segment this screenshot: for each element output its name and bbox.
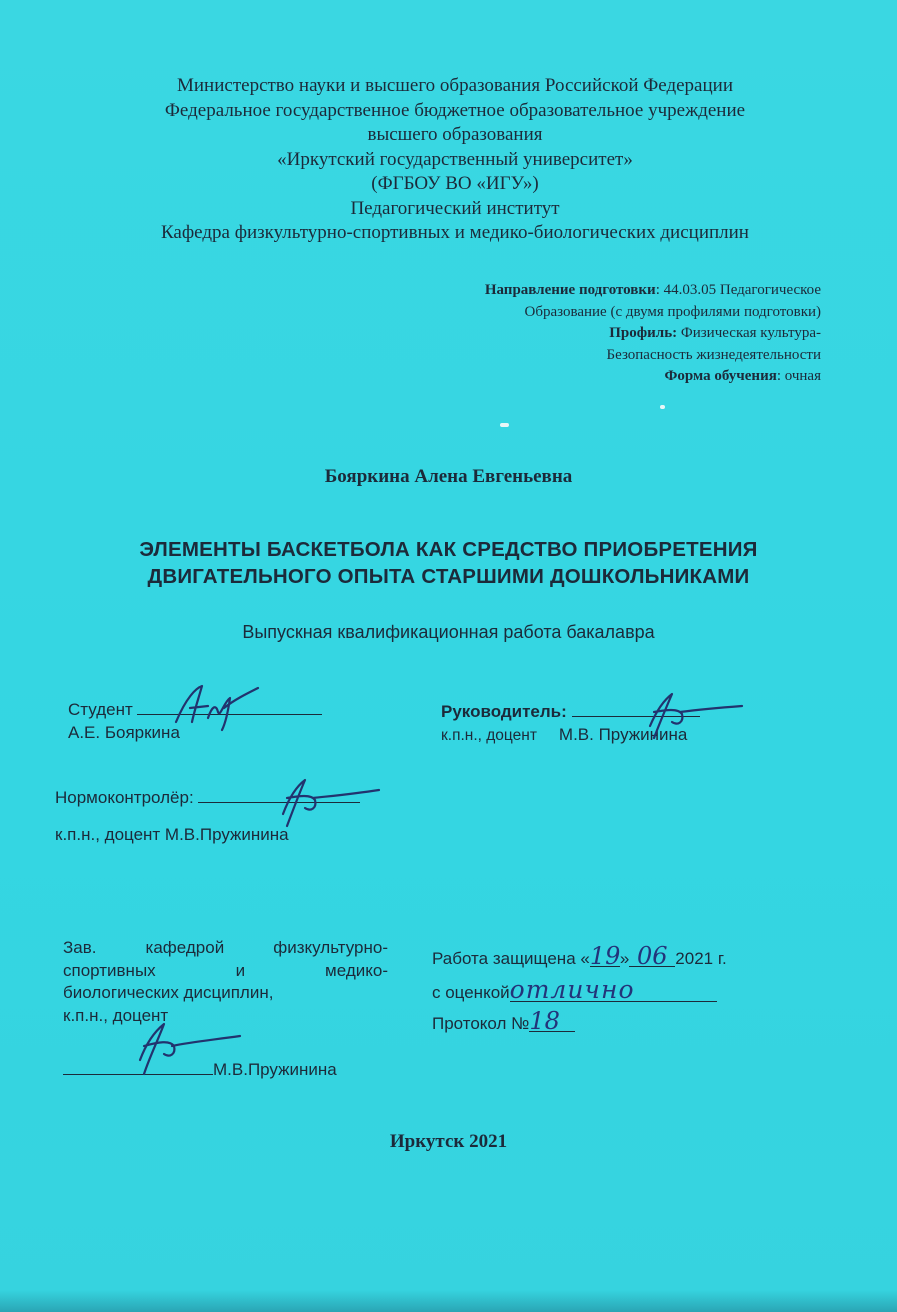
profile-value: Физическая культура- — [677, 325, 821, 341]
normcontrol-signature — [255, 768, 385, 834]
direction-value: : 44.03.05 Педагогическое — [655, 282, 821, 298]
form-label: Форма обучения — [664, 368, 777, 384]
head-word: Зав. — [63, 938, 97, 957]
supervisor-label: Руководитель: — [441, 702, 567, 721]
head-line4: к.п.н., доцент — [63, 1005, 169, 1025]
protocol-number: 18 — [529, 1011, 575, 1032]
city-year: Иркутск 2021 — [389, 1131, 508, 1152]
paper-speck — [500, 423, 509, 427]
title-line: ДВИГАТЕЛЬНОГО ОПЫТА СТАРШИМИ ДОШКОЛЬНИКАМИ — [147, 565, 750, 588]
header-line: Педагогический институт — [350, 197, 560, 219]
direction-value-2: Образование (с двумя профилями подготовки) — [524, 303, 821, 320]
defense-month: 06 — [629, 946, 675, 967]
head-word: медико- — [325, 960, 388, 980]
header-line: высшего образования — [367, 124, 543, 145]
grade-label: с оценкой — [432, 983, 510, 1002]
title-line: ЭЛЕМЕНТЫ БАСКЕТБОЛА КАК СРЕДСТВО ПРИОБРЕТЕНИЯ — [139, 538, 758, 561]
direction-label: Направление подготовки — [484, 282, 656, 298]
author-name: Бояркина Алена Евгеньевна — [324, 466, 573, 487]
grade-value: отлично — [510, 979, 717, 1002]
defense-year: 2021 г. — [675, 949, 727, 968]
paper-speck — [660, 405, 665, 409]
thesis-title — [0, 536, 897, 590]
header-line: Федеральное государственное бюджетное образовательное учреждение — [164, 99, 746, 121]
header-line: Кафедра физкультурно-спортивных и медико-биологических дисциплин — [161, 222, 749, 243]
study-direction-block — [341, 280, 821, 388]
head-word: физкультурно- — [273, 938, 388, 957]
student-label: Студент — [68, 700, 133, 719]
defense-label: Работа защищена « — [432, 949, 590, 968]
defense-day: 19 — [589, 942, 621, 970]
supervisor-degree: к.п.н., доцент — [441, 727, 537, 744]
normcontrol-info: к.п.н., доцент М.В.Пружинина — [55, 825, 289, 844]
page-edge-shadow — [0, 1290, 897, 1312]
head-line3: биологических дисциплин, — [63, 983, 274, 1002]
head-name: М.В.Пружинина — [213, 1060, 337, 1079]
protocol-label: Протокол № — [432, 1014, 530, 1033]
header-line: (ФГБОУ ВО «ИГУ») — [371, 173, 539, 194]
profile-label: Профиль: — [609, 325, 678, 341]
student-name: А.Е. Бояркина — [68, 723, 180, 742]
student-signature — [168, 678, 268, 738]
head-word: спортивных — [63, 960, 156, 980]
head-word: кафедрой — [145, 938, 225, 957]
normcontrol-label: Нормоконтролёр: — [55, 788, 194, 807]
header-line: Министерство науки и высшего образования Российской Федерации — [177, 75, 733, 96]
form-value: : очная — [776, 368, 821, 384]
profile-value-2: Безопасность жизнедеятельности — [606, 346, 821, 363]
supervisor-name: М.В. Пружинина — [558, 725, 688, 744]
supervisor-signature — [620, 682, 750, 748]
work-type: Выпускная квалификационная работа бакалавра — [242, 622, 655, 642]
head-word: и — [235, 960, 246, 980]
defense-block — [432, 942, 727, 1036]
quote-close: » — [619, 949, 630, 968]
department-head-signature — [118, 1012, 248, 1082]
institution-header — [60, 74, 850, 246]
header-line: «Иркутский государственный университет» — [277, 148, 633, 170]
